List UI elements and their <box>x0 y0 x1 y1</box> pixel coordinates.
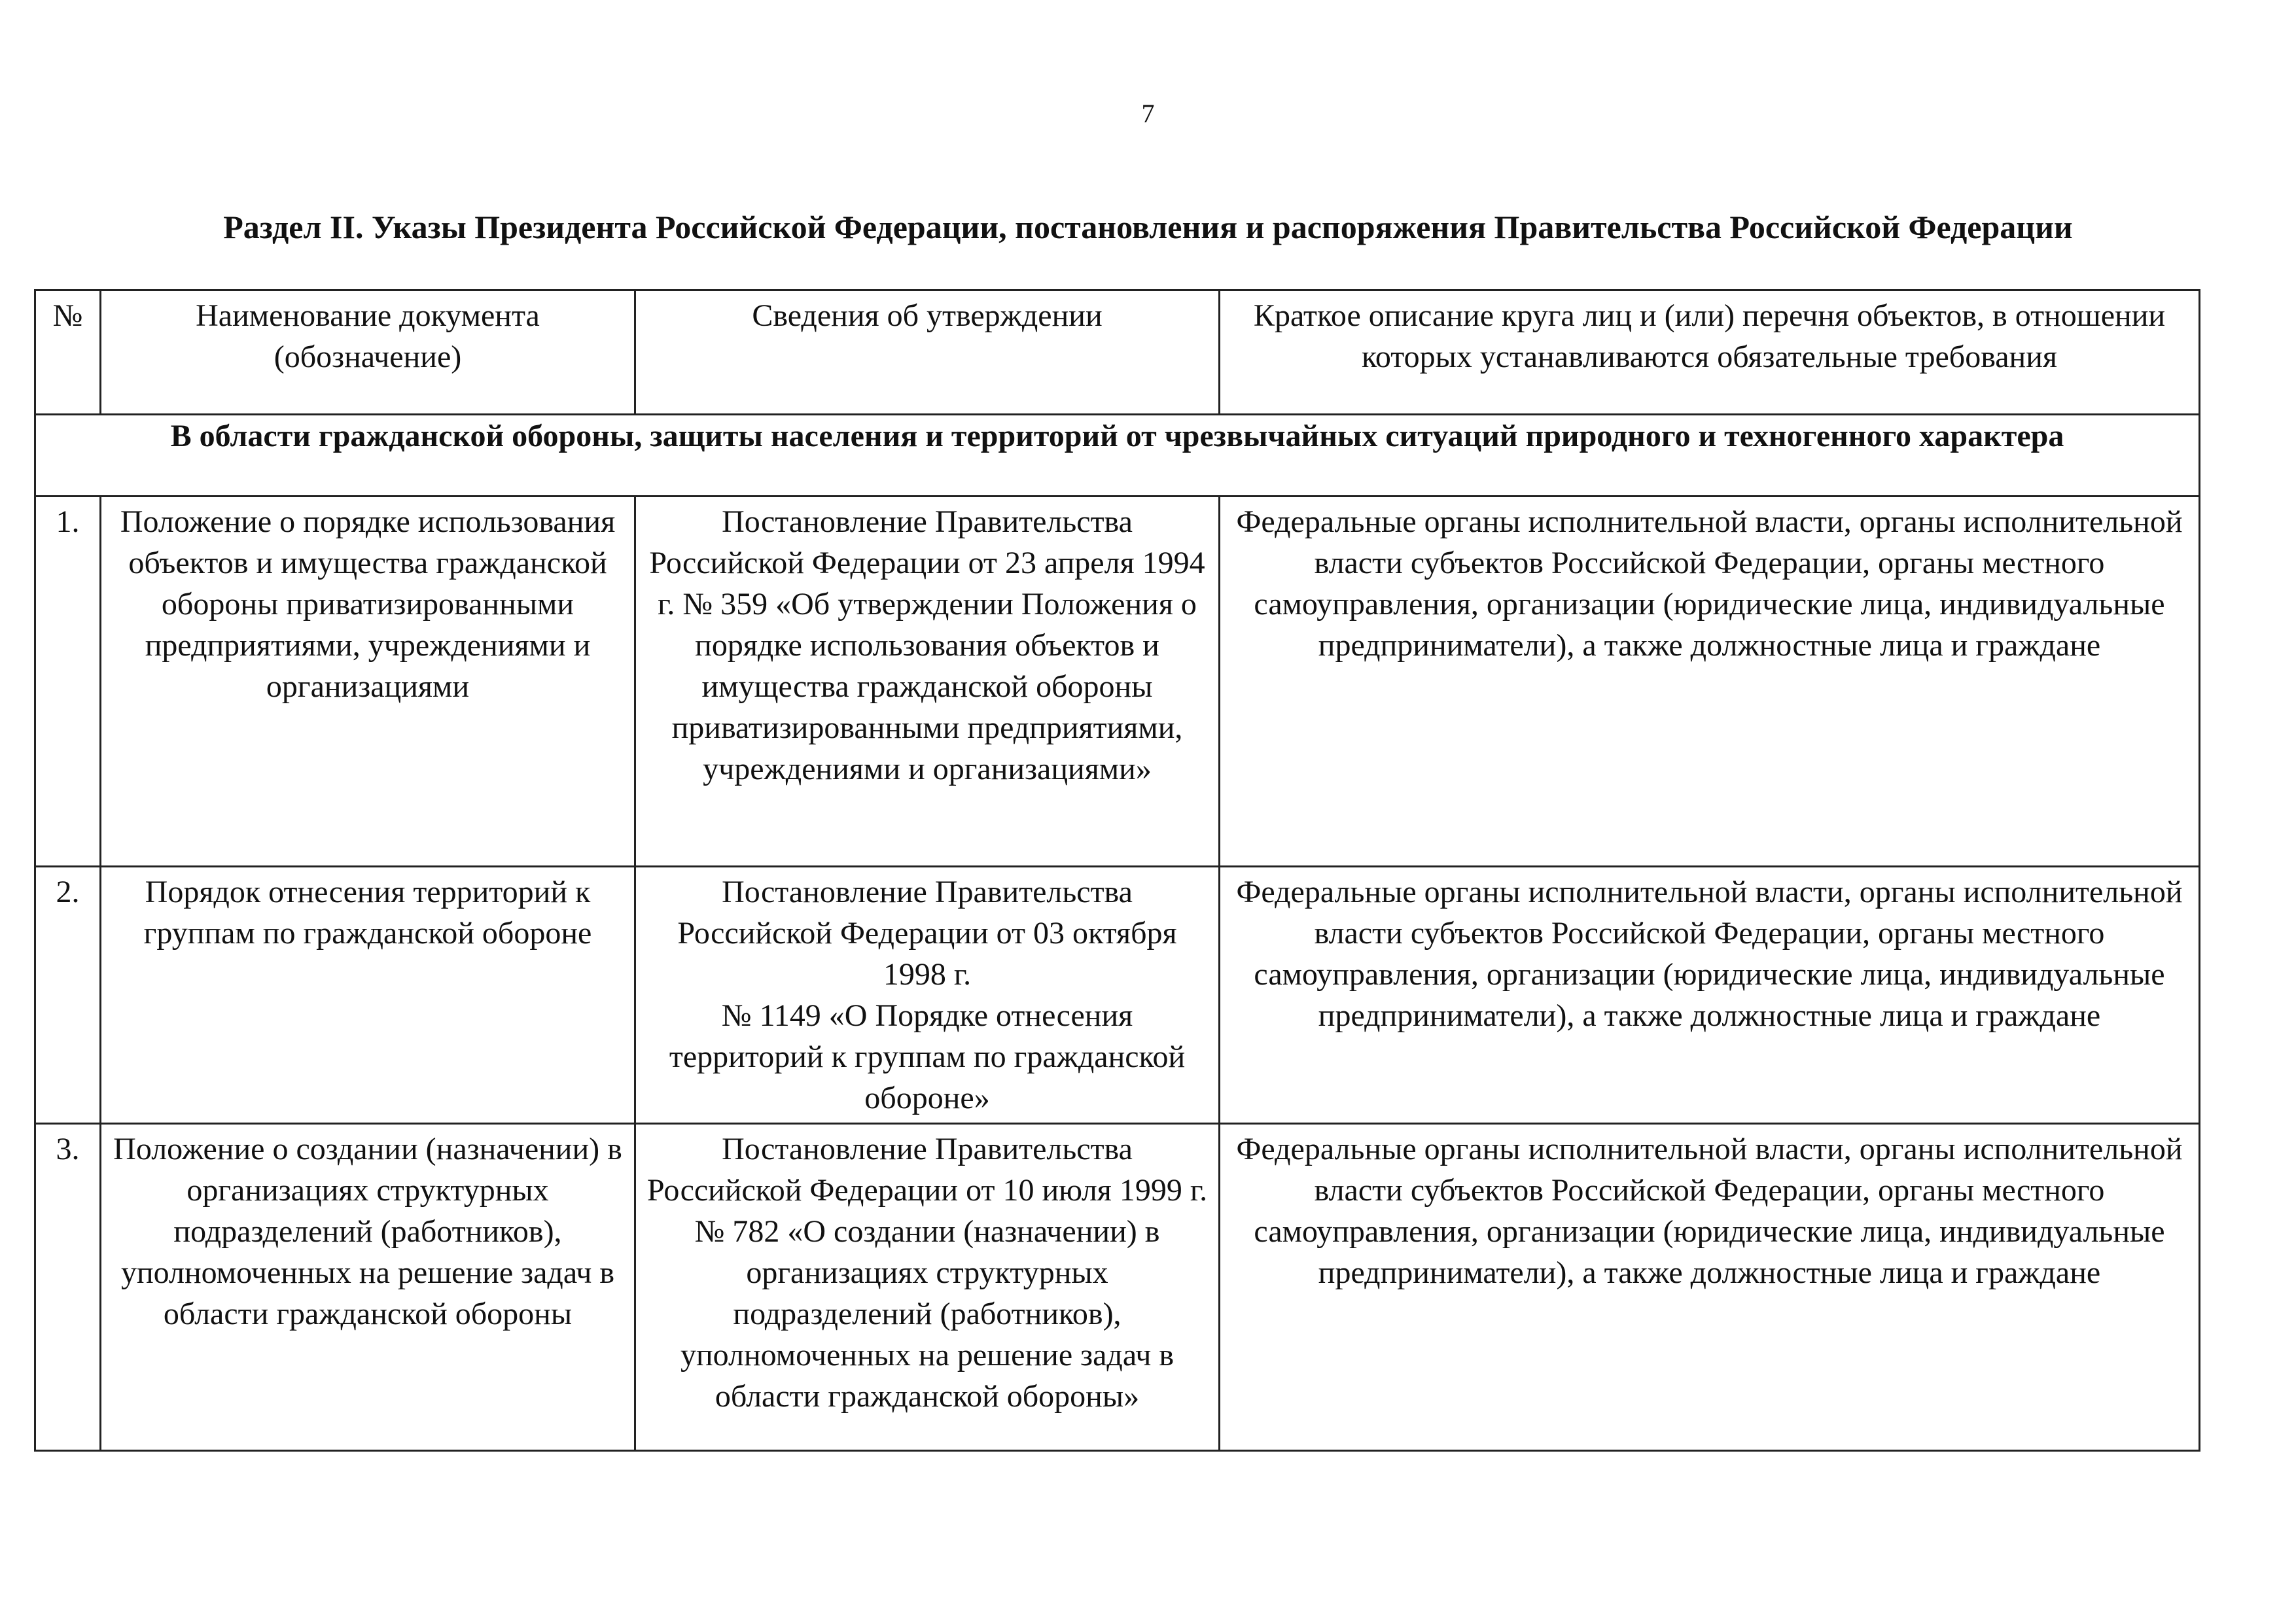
row-approval-line: Постановление Правительства Российской Федерации от 03 октября 1998 г. <box>677 875 1177 992</box>
group-row <box>35 415 2200 497</box>
row-description: Федеральные органы исполнительной власти, органы исполнительной власти субъектов Российской Федерации, органы местного самоуправления, организации (юридические лица, индивидуальные предприниматели), а также должностные лица и граждане <box>1220 1124 2200 1451</box>
table-header-row <box>35 290 2200 415</box>
row-document-name: Порядок отнесения территорий к группам по гражданской обороне <box>101 867 635 1124</box>
row-approval-line: № 1149 «О Порядке отнесения территорий к группам по гражданской обороне» <box>669 998 1186 1115</box>
row-number: 2. <box>35 867 101 1124</box>
header-description: Краткое описание круга лиц и (или) перечня объектов, в отношении которых устанавливаются обязательные требования <box>1220 290 2200 415</box>
row-approval: Постановление Правительства Российской Федерации от 23 апреля 1994 г. № 359 «Об утверждении Положения о порядке использования объектов и имущества гражданской обороны приватизированными предприятиями, учреждениями и организациями» <box>635 497 1220 867</box>
page-number: 7 <box>1141 99 1155 128</box>
row-document-name: Положение о порядке использования объектов и имущества гражданской обороны приватизированными предприятиями, учреждениями и организациями <box>101 497 635 867</box>
row-number: 3. <box>35 1124 101 1451</box>
row-number: 1. <box>35 497 101 867</box>
section-title: Раздел II. Указы Президента Российской Федерации, постановления и распоряжения Правительства Российской Федерации <box>223 209 2073 245</box>
row-description: Федеральные органы исполнительной власти, органы исполнительной власти субъектов Российской Федерации, органы местного самоуправления, организации (юридические лица, индивидуальные предприниматели), а также должностные лица и граждане <box>1220 867 2200 1124</box>
table-row <box>35 867 2200 1124</box>
table-row <box>35 497 2200 867</box>
row-approval: Постановление Правительства Российской Федерации от 10 июля 1999 г. № 782 «О создании (назначении) в организациях структурных подразделений (работников), уполномоченных на решение задач в области гражданской обороны» <box>635 1124 1220 1451</box>
documents-table <box>34 289 2200 1452</box>
header-name: Наименование документа (обозначение) <box>101 290 635 415</box>
row-description: Федеральные органы исполнительной власти, органы исполнительной власти субъектов Российской Федерации, органы местного самоуправления, организации (юридические лица, индивидуальные предприниматели), а также должностные лица и граждане <box>1220 497 2200 867</box>
row-approval <box>635 867 1220 1124</box>
group-title: В области гражданской обороны, защиты населения и территорий от чрезвычайных ситуаций природного и техногенного характера <box>35 415 2200 497</box>
table-row <box>35 1124 2200 1451</box>
header-number: № <box>35 290 101 415</box>
header-approval: Сведения об утверждении <box>635 290 1220 415</box>
row-document-name: Положение о создании (назначении) в организациях структурных подразделений (работников), уполномоченных на решение задач в области гражданской обороны <box>101 1124 635 1451</box>
